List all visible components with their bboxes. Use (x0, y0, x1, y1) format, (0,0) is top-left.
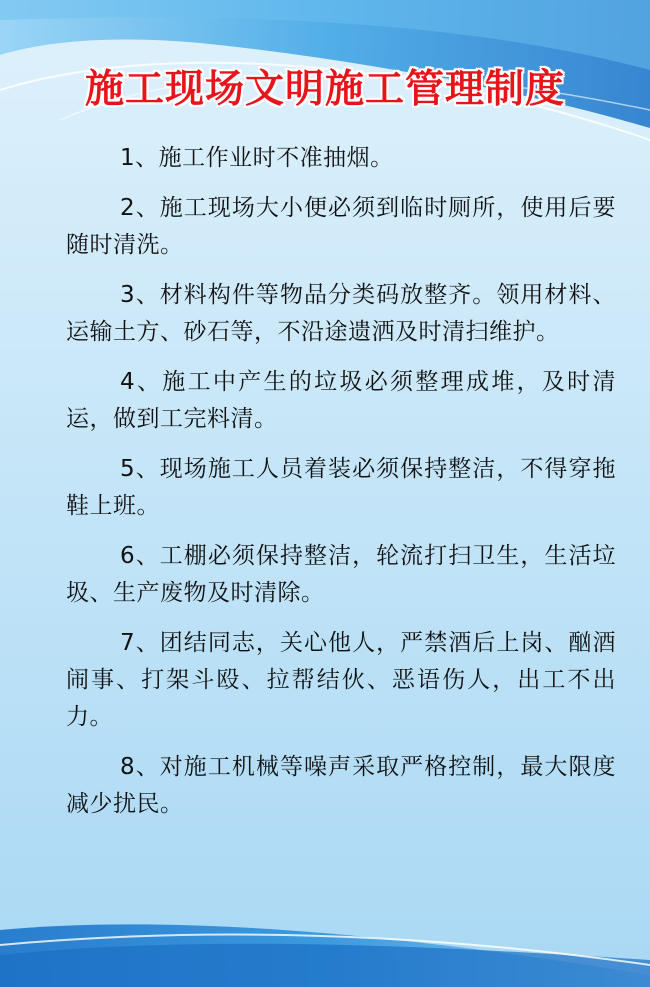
rule-item-2: 2、施工现场大小便必须到临时厕所，使用后要随时清洗。 (66, 195, 616, 258)
page-title: 施工现场文明施工管理制度 (84, 67, 565, 112)
rule-item-1: 1、施工作业时不准抽烟。 (120, 145, 394, 171)
rule-item-4: 4、施工中产生的垃圾必须整理成堆，及时清运，做到工完料清。 (66, 369, 616, 432)
rule-item-7: 7、团结同志，关心他人，严禁酒后上岗、酗酒闹事、打架斗殴、拉帮结伙、恶语伤人，出工不出力。 (66, 630, 616, 730)
rules-list (66, 140, 616, 836)
rule-item-5: 5、现场施工人员着装必须保持整洁，不得穿拖鞋上班。 (66, 456, 616, 519)
rule-item-3: 3、材料构件等物品分类码放整齐。领用材料、运输土方、砂石等，不沿途遗洒及时清扫维护。 (66, 282, 616, 345)
rule-item-8: 8、对施工机械等噪声采取严格控制，最大限度减少扰民。 (66, 754, 616, 817)
bottom-wave-light (0, 944, 650, 987)
rule-item-6: 6、工棚必须保持整洁，轮流打扫卫生，生活垃圾、生产废物及时清除。 (66, 543, 616, 606)
